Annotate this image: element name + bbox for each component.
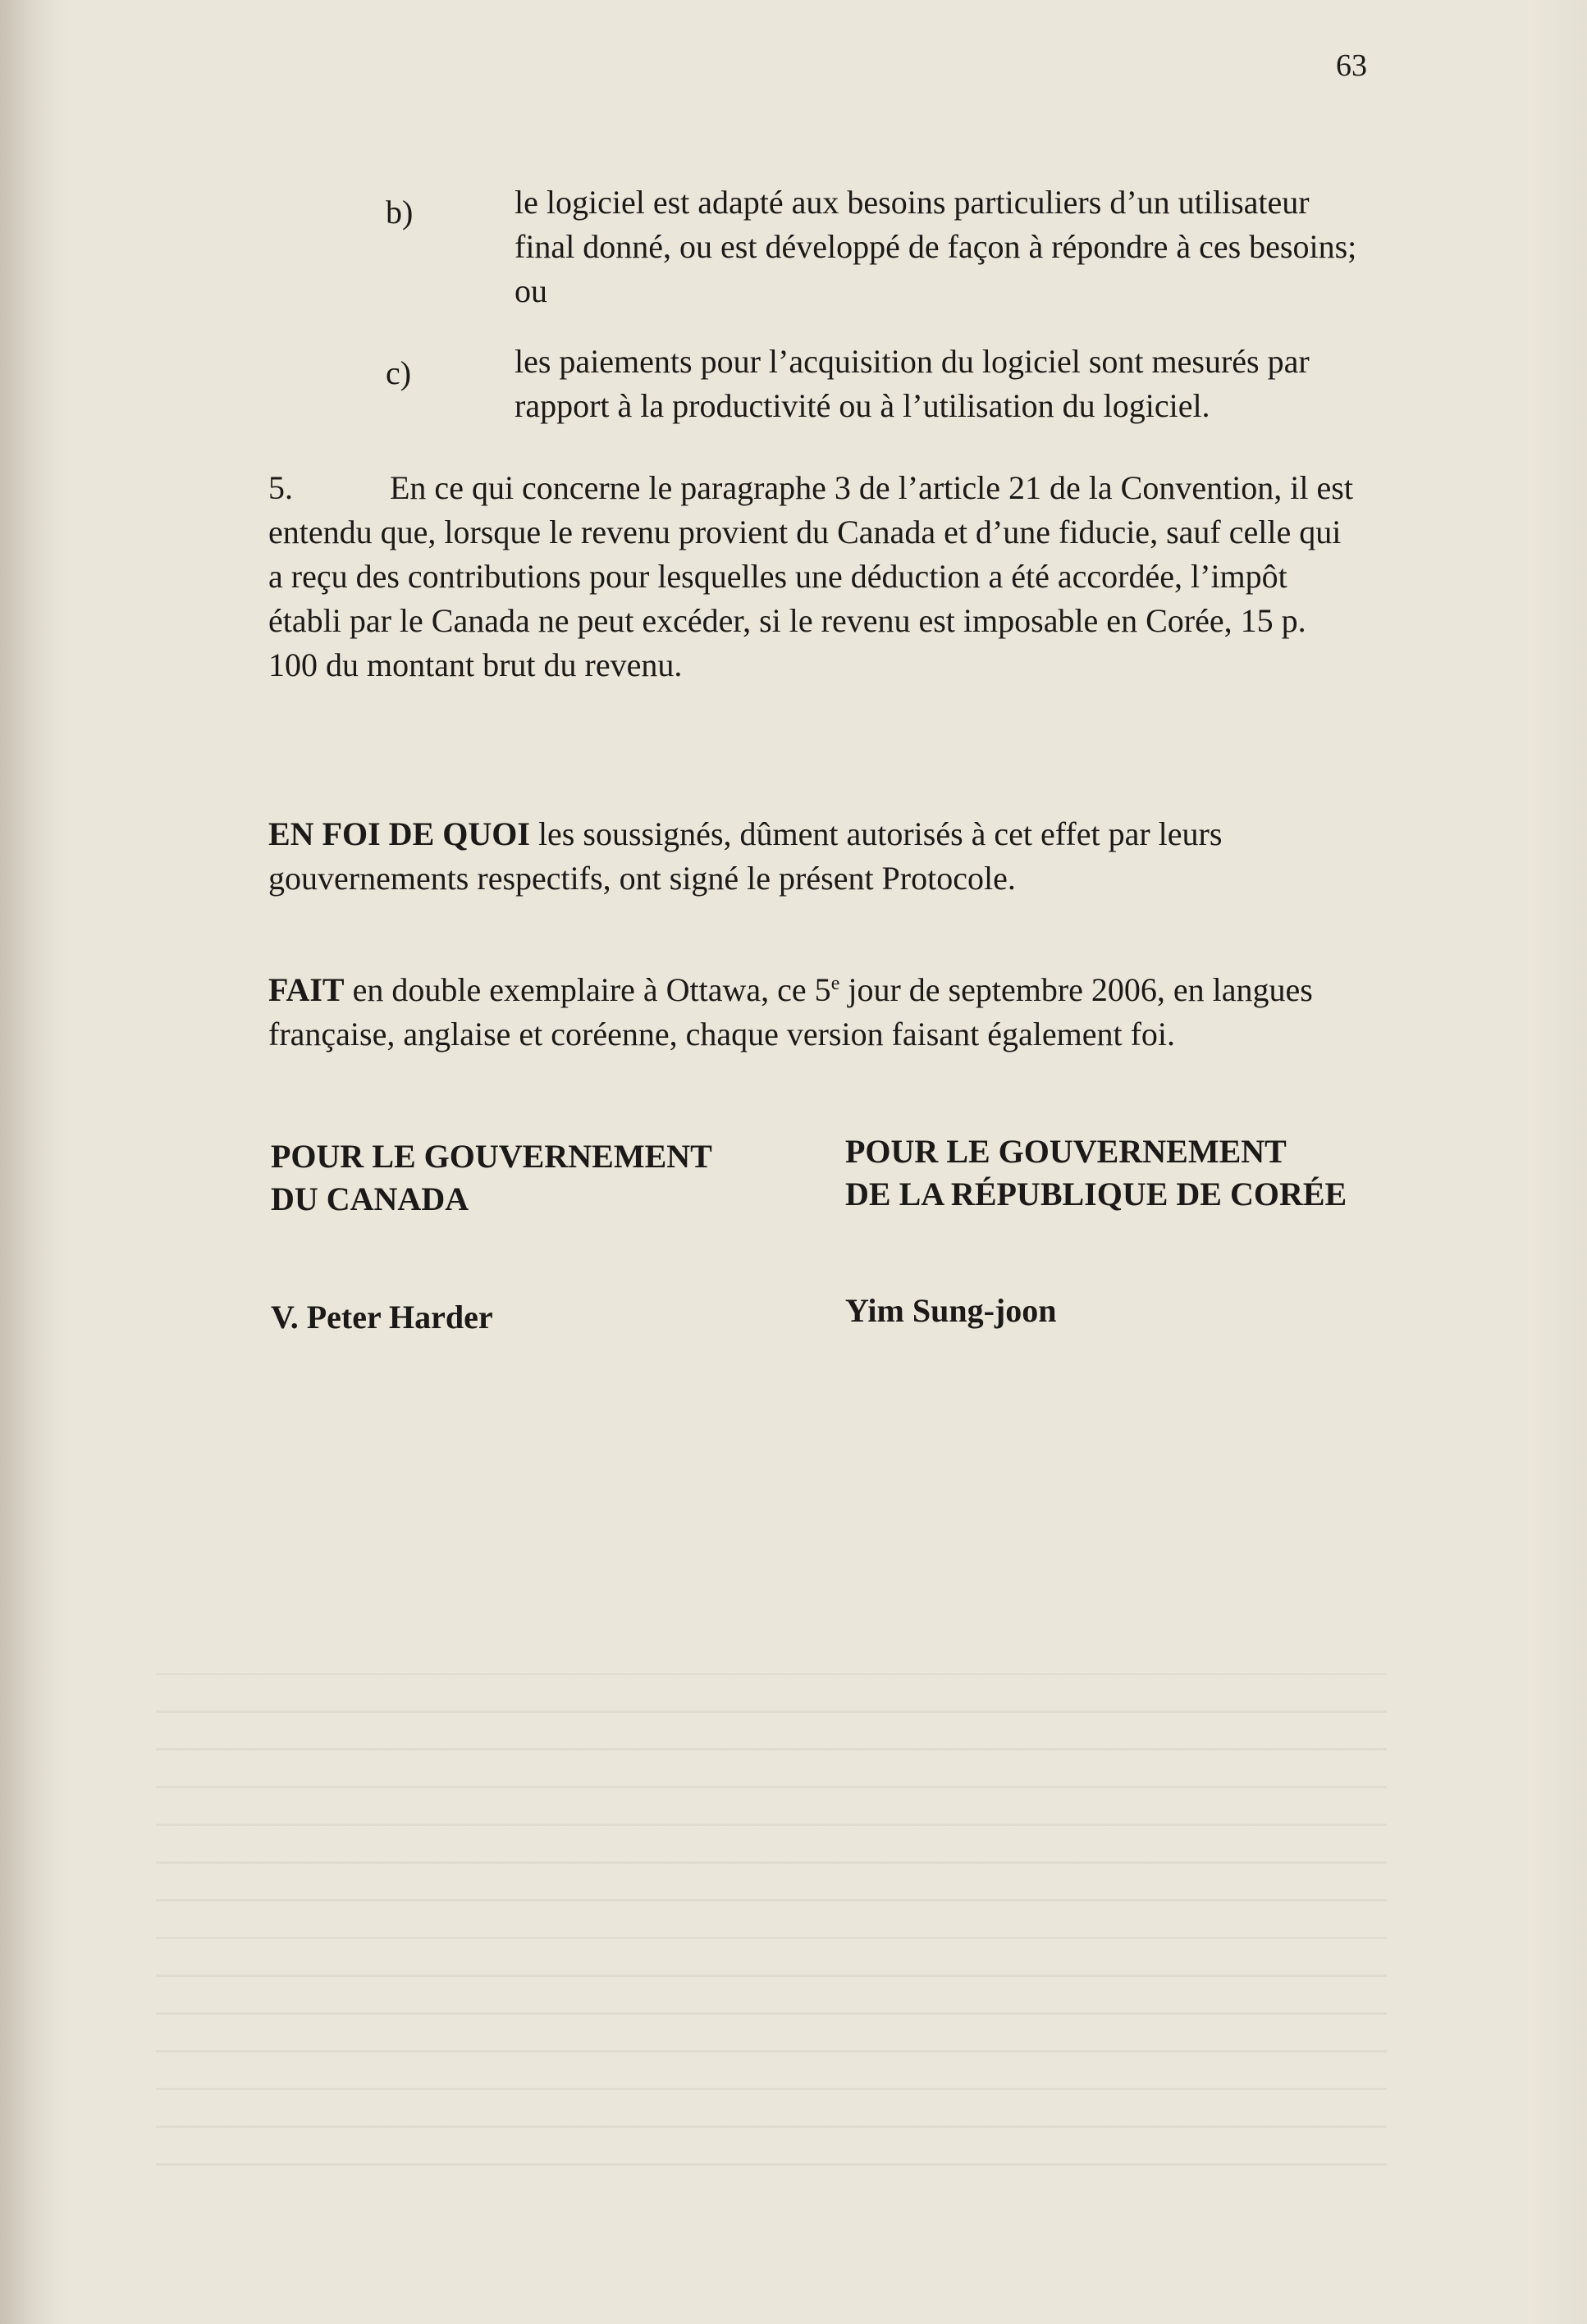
paragraph-5 <box>268 466 1360 687</box>
canada-signatory-name: V. Peter Harder <box>271 1299 493 1336</box>
show-through-bleed <box>156 1673 1387 2166</box>
item-b-label: b) <box>386 194 414 231</box>
binding-shadow <box>0 0 57 2324</box>
page-number: 63 <box>1336 48 1367 83</box>
item-c-text: les paiements pour l’acquisition du logiciel sont mesurés par rapport à la productivité ou à l’utilisation du logiciel. <box>515 343 1310 424</box>
done-text-1: en double exemplaire à Ottawa, ce 5 <box>344 971 831 1008</box>
done-superscript: e <box>830 973 840 994</box>
canada-signatory-heading: POUR LE GOUVERNEMENT DU CANADA <box>271 1138 712 1217</box>
paragraph-5-text: En ce qui concerne le paragraphe 3 de l’article 21 de la Convention, il est entendu que, lorsque le revenu provient du Canada et d’une fiducie, sauf celle qui a reçu des contributions pour lesquelles une déduction a été accordée, l’impôt établi par le Canada ne peut excéder, si le revenu est imposable en Corée, 15 p. 100 du montant brut du revenu. <box>268 469 1353 683</box>
witness-clause <box>268 812 1360 901</box>
korea-signatory-name: Yim Sung-joon <box>845 1292 1057 1329</box>
done-lead: FAIT <box>268 971 345 1008</box>
item-c-label: c) <box>386 354 412 391</box>
korea-signatory-heading: POUR LE GOUVERNEMENT DE LA RÉPUBLIQUE DE CORÉE <box>845 1133 1347 1212</box>
done-clause <box>268 968 1360 1057</box>
done-text-2: jour de septembre 2006, en langues française, anglaise et coréenne, chaque version faisant également foi. <box>268 971 1313 1052</box>
witness-text: les soussignés, dûment autorisés à cet effet par leurs gouvernements respectifs, ont signé le présent Protocole. <box>268 815 1223 897</box>
witness-lead: EN FOI DE QUOI <box>268 815 530 852</box>
paragraph-5-number: 5. <box>268 469 293 506</box>
item-b-text: le logiciel est adapté aux besoins particuliers d’un utilisateur final donné, ou est développé de façon à répondre à ces besoins; ou <box>515 184 1357 309</box>
